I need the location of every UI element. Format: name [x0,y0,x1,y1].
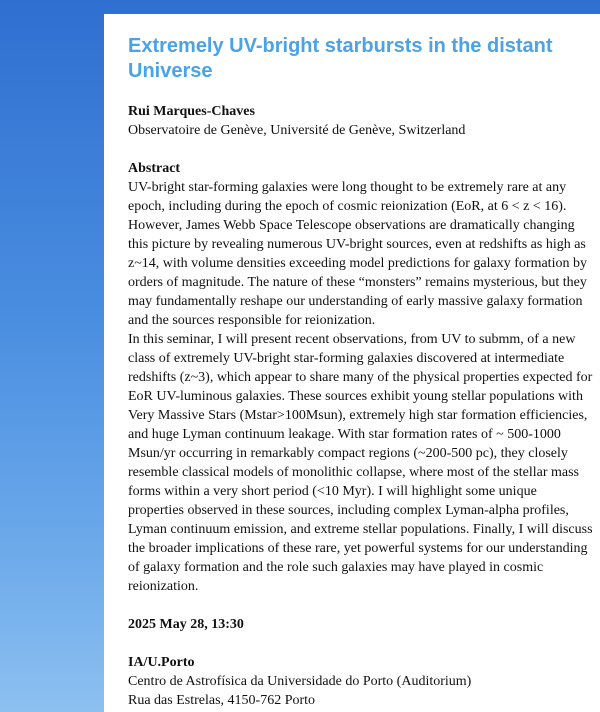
abstract-paragraph-1: UV-bright star-forming galaxies were long thought to be extremely rare at any epoch, including during the epoch of cosmic reionization (EoR, at 6 < z < 16). However, James Webb Space Telescope observations are dramatically changing this picture by revealing numerous UV-bright sources, even at redshifts as high as z~14, with volume densities exceeding model predictions for galaxy formation by orders of magnitude. The nature of these “monsters” remains mysterious, but they may fundamentally reshape our understanding of early massive galaxy formation and the sources responsible for reionization. [128,180,587,328]
speaker-affiliation: Observatoire de Genève, Université de Genève, Switzerland [128,123,466,138]
venue-name: IA/U.Porto [128,655,195,670]
seminar-title: Extremely UV-bright starbursts in the distant Universe [128,35,553,82]
seminar-announcement [104,14,600,712]
venue-address-line-1: Centro de Astrofísica da Universidade do Porto (Auditorium) [128,674,472,689]
seminar-datetime: 2025 May 28, 13:30 [128,617,244,632]
abstract-heading: Abstract [128,161,181,176]
venue-address-line-2: Rua das Estrelas, 4150-762 Porto [128,693,316,708]
speaker-name: Rui Marques-Chaves [128,104,255,119]
abstract-paragraph-2: In this seminar, I will present recent observations, from UV to submm, of a new class of extremely UV-bright star-forming galaxies discovered at intermediate redshifts (z~3), which appear to share many of the physical properties expected for EoR UV-luminous galaxies. These sources exhibit young stellar populations with Very Massive Stars (Mstar>100Msun), extremely high star formation efficiencies, and huge Lyman continuum leakage. With star formation rates of ~ 500-1000 Msun/yr occurring in remarkably compact regions (~200-500 pc), they closely resemble classical models of monolithic collapse, where most of the stellar mass forms within a very short period (<10 Myr). I will highlight some unique properties observed in these sources, including complex Lyman-alpha profiles, Lyman continuum emission, and extreme stellar populations. Finally, I will discuss the broader implications of these rare, yet powerful systems for our understanding of galaxy formation and the role such galaxies may have played in cosmic reionization. [128,332,593,594]
